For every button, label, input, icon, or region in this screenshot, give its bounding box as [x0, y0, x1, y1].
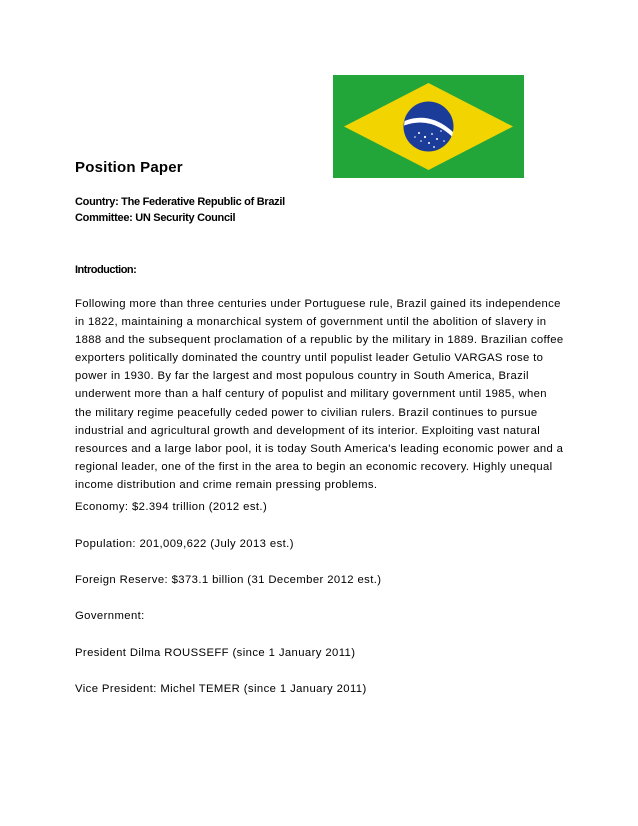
economy-line: Economy: $2.394 trillion (2012 est.) [75, 501, 268, 513]
introduction-paragraph: Following more than three centuries under Portuguese rule, Brazil gained its independence in 1822, maintaining a monarchical system of government until the abolition of slavery in 1888 and the subsequent proclamation of a republic by the military in 1889. Brazilian coffee exporters politically dominated the country until populist leader Getulio VARGAS rose to power in 1930. By far the largest and most populous country in South America, Brazil underwent more than a half century of populist and military government until 1985, when the military regime peacefully ceded power to civilian rulers. Brazil continues to pursue industrial and agricultural growth and development of its interior. Exploiting vast natural resources and a large labor pool, it is today South America's leading economic power and a regional leader, one of the first in the area to begin an economic recovery. Highly unequal income distribution and crime remain pressing problems. [75, 298, 564, 491]
population-line: Population: 201,009,622 (July 2013 est.) [75, 538, 294, 550]
introduction-heading: Introduction: [75, 264, 137, 276]
country-line: Country: The Federative Republic of Brazil [75, 196, 285, 208]
president-line: President Dilma ROUSSEFF (since 1 January 2011) [75, 647, 356, 659]
document-meta [75, 194, 285, 226]
foreign-reserve-line: Foreign Reserve: $373.1 billion (31 December 2012 est.) [75, 574, 382, 586]
brazil-flag-image [333, 75, 524, 178]
vice-president-line: Vice President: Michel TEMER (since 1 January 2011) [75, 683, 367, 695]
page-title: Position Paper [75, 159, 183, 176]
committee-line: Committee: UN Security Council [75, 212, 236, 224]
government-heading: Government: [75, 610, 145, 622]
